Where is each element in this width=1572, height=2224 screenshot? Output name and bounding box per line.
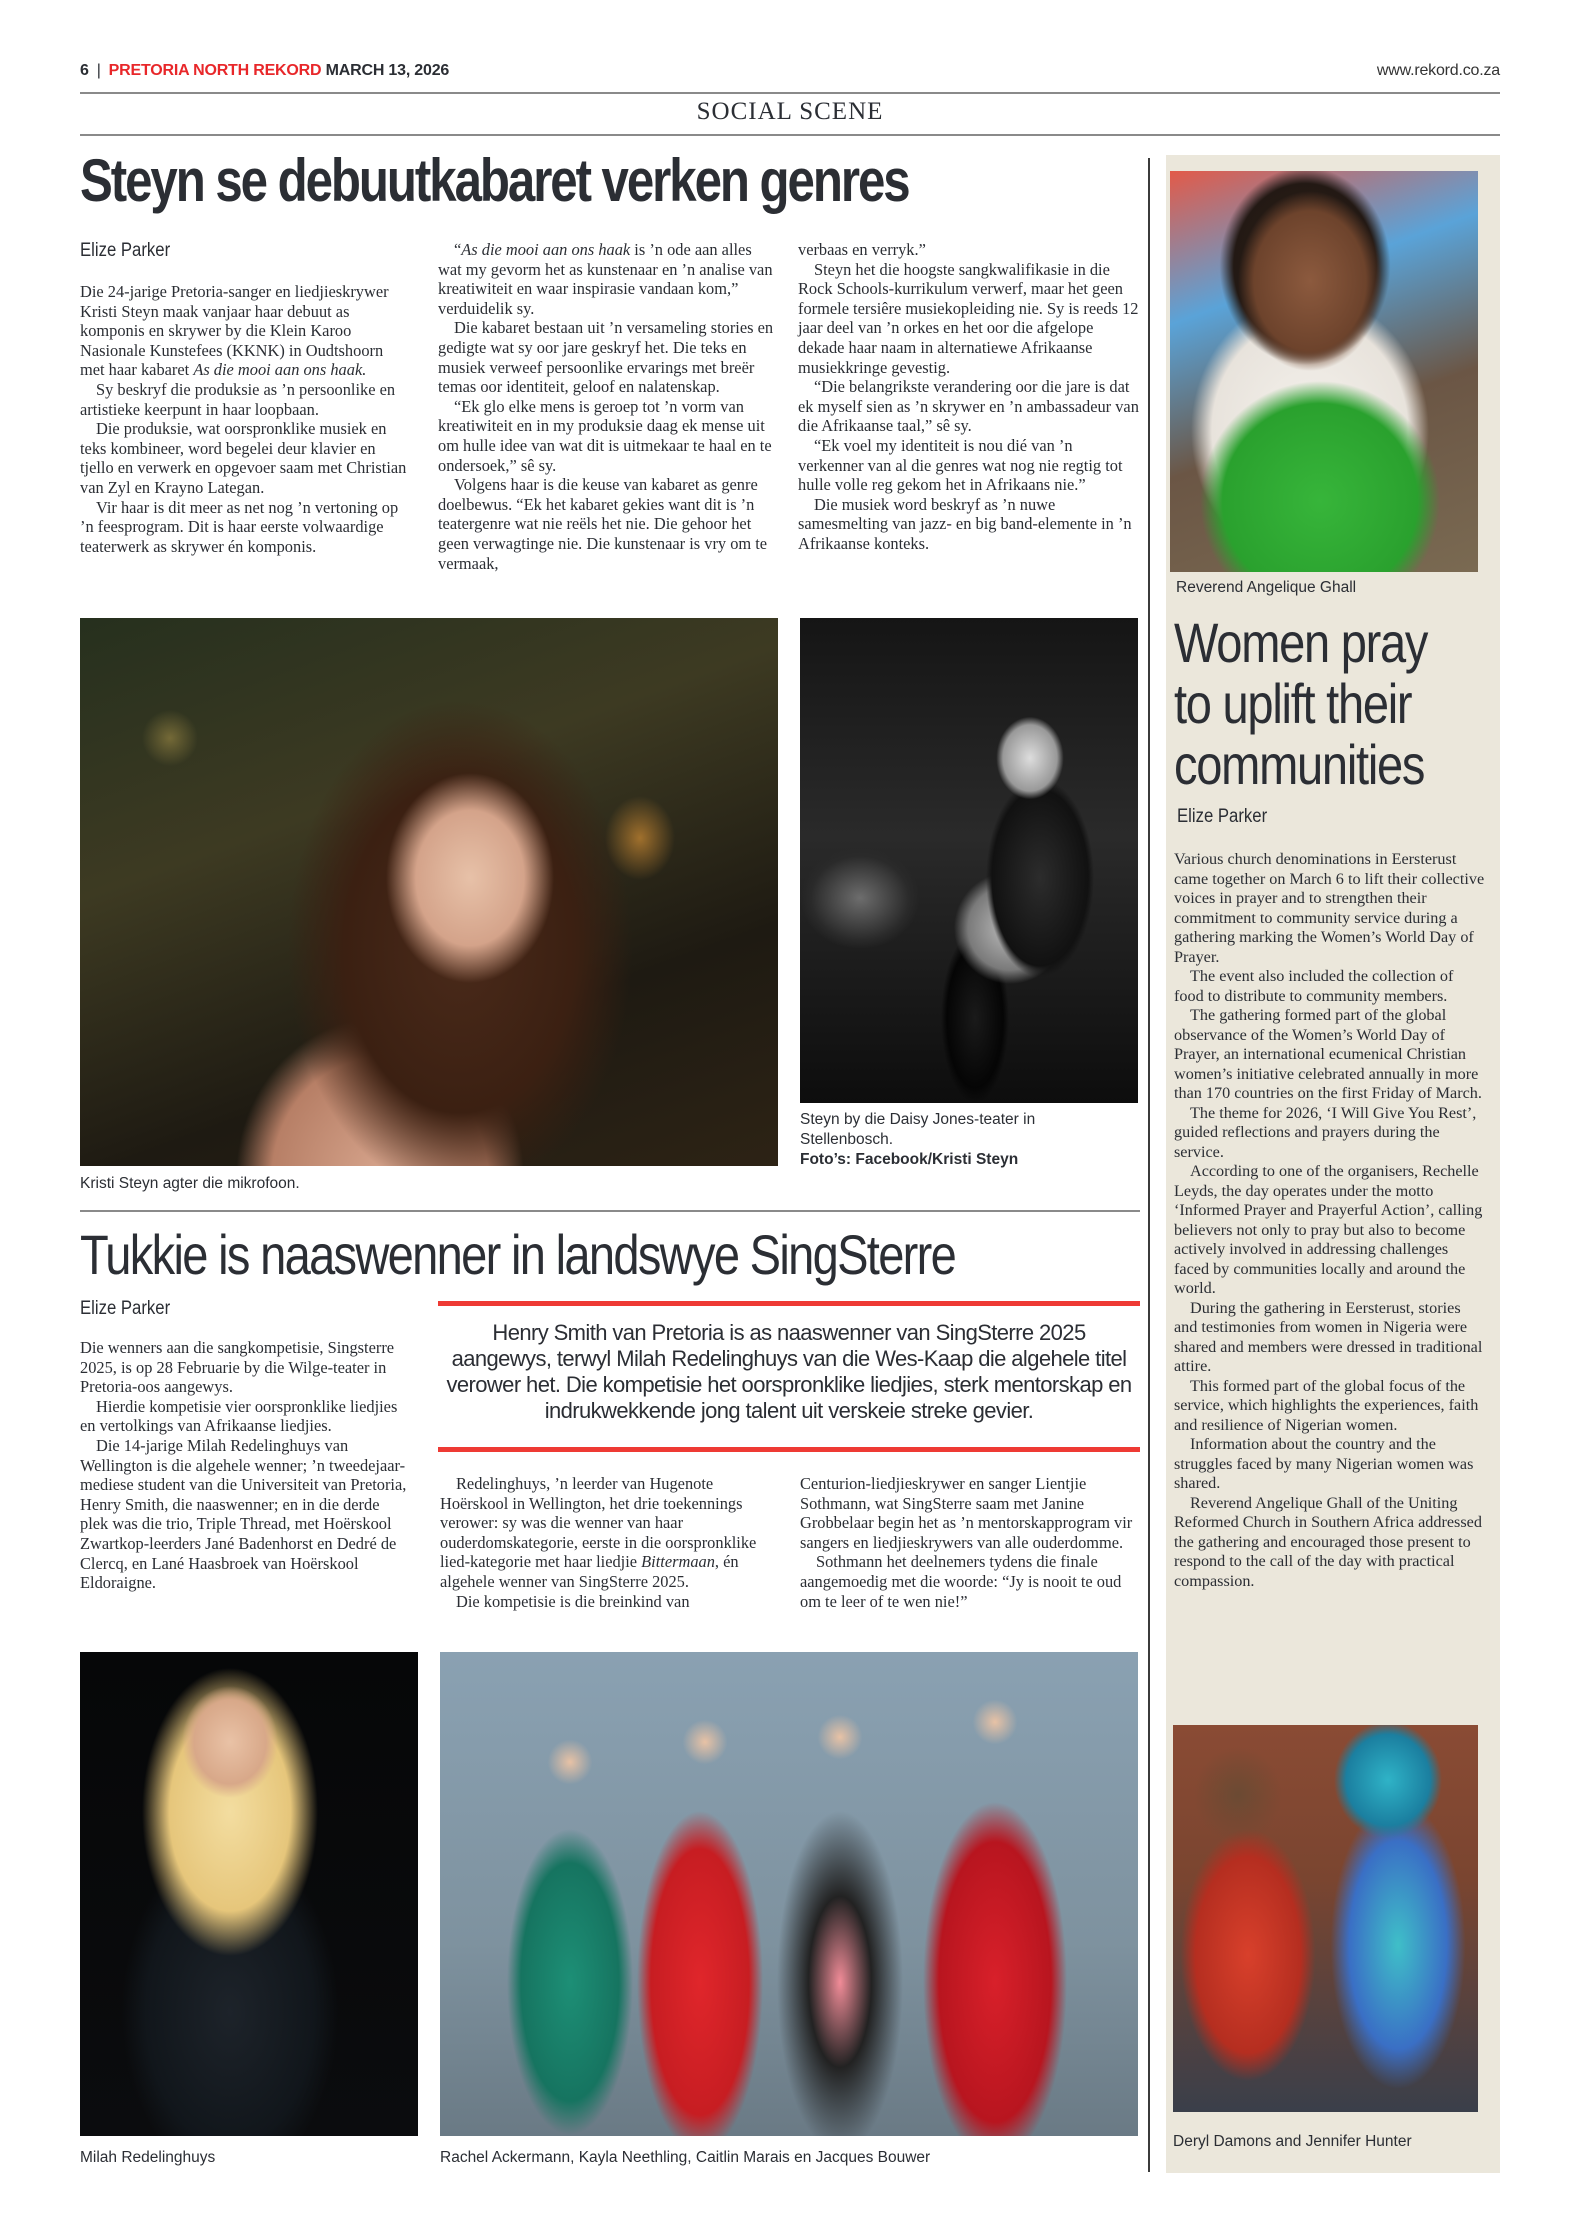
sidebar-byline: Elize Parker (1177, 806, 1268, 827)
photo-caption: Milah Redelinghuys (80, 2149, 216, 2166)
article-paragraph: This formed part of the global focus of the service, which highlights the experiences, faith and resilience of Nigerian women. (1174, 1376, 1479, 1434)
article-paragraph: Volgens haar is die keuse van kabaret as genre doelbewus. “Ek het kabaret gekies want dit is ’n teatergenre wat nie reëls het nie. Die gehoor het geen verwagtinge nie. Die kunstenaar is vry om te vermaak, (438, 475, 768, 573)
photo-credit: Foto’s: Facebook/Kristi Steyn (800, 1151, 1019, 1168)
article-1-column-3 (798, 240, 1142, 554)
article-paragraph: Reverend Angelique Ghall of the Uniting Reformed Church in Southern Africa addressed the gathering and encouraged those present to respond to the call of the day with practical compassion. (1174, 1493, 1482, 1590)
show-title: As die mooi aan ons haak (193, 360, 363, 380)
article-1-column-1 (80, 282, 410, 556)
article-paragraph: The event also included the collection of food to distribute to community members. (1174, 967, 1454, 1005)
column-divider (1148, 158, 1150, 2172)
article-paragraph: Various church denominations in Eersterust came together on March 6 to lift their collective voices in prayer and to strengthen their commitment to community service during a gathering marking the Women’s World Day of Prayer. (1174, 850, 1485, 966)
section-rule (80, 134, 1500, 136)
photo-caption: Rachel Ackermann, Kayla Neethling, Caitlin Marais en Jacques Bouwer (440, 2149, 931, 2166)
photo-kristi-steyn-microphone (80, 618, 778, 1166)
issue-date: MARCH 13, 2026 (325, 62, 450, 79)
article-2-column-3 (800, 1474, 1144, 1611)
article-paragraph: Die kompetisie is die breinkind van (456, 1591, 690, 1611)
pullquote: Henry Smith van Pretoria is as naaswenner van SingSterre 2025 aangewys, terwyl Milah Redelinghuys van die Wes-Kaap die algehele titel verower het. Die kompetisie het oorspronklike liedjies, sterk mentorskap en indrukwekkende jong talent uit verskeie streke gevier. (446, 1320, 1132, 1423)
article-paragraph: “Die belangrikste verandering oor die jare is dat ek myself sien as ’n skrywer en ’n ambassadeur van die Afrikaanse taal,” sê sy. (798, 377, 1139, 436)
masthead-rule (80, 92, 1500, 94)
article-paragraph: Hierdie kompetisie vier oorspronklike liedjies en vertolkings van Afrikaanse liedjies. (80, 1396, 398, 1436)
photo-singsterre-group (440, 1652, 1138, 2136)
photo-caption: Deryl Damons and Jennifer Hunter (1173, 2133, 1412, 2150)
folio (80, 62, 449, 80)
article-paragraph: During the gathering in Eersterust, stories and testimonies from women in Nigeria were shared and members were dressed in traditional attire. (1174, 1298, 1483, 1375)
article-paragraph: Redelinghuys, ’n leerder van Hugenote Hoërskool in Wellington, het drie toekennings verower: sy was die wenner van haar ouderdomskategorie, eerste in die oorspronklike lied-kategorie met haar liedjie Bittermaan, én algehele wenner van SingSterre 2025. (440, 1474, 757, 1591)
article-paragraph: Die produksie, wat oorspronklike musiek en teks kombineer, word begelei deur klavier en tjello en verwerk en opgevoer saam met Christian van Zyl en Krayno Lategan. (80, 419, 407, 497)
article-paragraph: The gathering formed part of the global observance of the Women’s World Day of Prayer, an international ecumenical Christian women’s initiative celebrated annually in more than 170 countries on the first Friday of March. (1174, 1006, 1482, 1102)
article-paragraph: The theme for 2026, ‘I Will Give You Rest’, guided reflections and prayers during the service. (1174, 1103, 1477, 1161)
publication-name: PRETORIA NORTH REKORD (108, 62, 322, 79)
article-paragraph: “Ek glo elke mens is geroep tot ’n vorm van kreatiwiteit en in my produksie daag ek mense uit om hulle idee van wat dit is uitmekaar te haal en te ondersoek,” sê sy. (438, 396, 772, 475)
pullquote-rule-bottom (438, 1447, 1140, 1452)
article-2-column-1 (80, 1338, 410, 1593)
sidebar-headline: Women pray to uplift their communities (1174, 611, 1428, 796)
article-paragraph: Sothmann het deelnemers tydens die finale aangemoedig met die woorde: “Jy is nooit te oud om te leer of te wen nie!” (800, 1552, 1122, 1611)
page-number: 6 (80, 62, 89, 79)
photo-caption: Reverend Angelique Ghall (1176, 579, 1357, 596)
photo-milah-redelinghuys (80, 1652, 418, 2136)
article-paragraph: Die 24-jarige Pretoria-sanger en liedjieskrywer Kristi Steyn maak vanjaar haar debuut as komponis en skrywer by die Klein Karoo Nasionale Kunstefees (KKNK) in Oudtshoorn met haar kabaret As die mooi aan ons haak. (80, 282, 389, 380)
article-1-byline: Elize Parker (80, 240, 171, 261)
article-paragraph: Information about the country and the struggles faced by many Nigerian women was shared. (1174, 1435, 1474, 1492)
article-paragraph: Die kabaret bestaan uit ’n versameling stories en gedigte wat sy oor jare geskryf het. Die teks en musiek verweef persoonlike ervarings met breër temas oor identiteit, geloof en nalatenskap. (438, 318, 774, 397)
photo-reverend-angelique-ghall (1170, 171, 1478, 572)
photo-caption: Kristi Steyn agter die mikrofoon. (80, 1175, 300, 1192)
photo-deryl-damons-jennifer-hunter (1173, 1725, 1478, 2112)
article-divider (80, 1210, 1140, 1212)
folio-separator: | (96, 62, 101, 79)
article-2-column-2 (440, 1474, 780, 1611)
section-label: SOCIAL SCENE (696, 98, 884, 125)
article-paragraph: Die 14-jarige Milah Redelinghuys van Wellington is die algehele wenner; ’n tweedejaar-mediese student van die Universiteit van Pretoria, Henry Smith, die naaswenner; en in die derde plek was die trio, Triple Thread, met Hoërskool Zwartkop-leerders Jané Badenhorst en Dedré de Clercq, en Lané Haasbroek van Hoërskool Eldoraigne. (80, 1435, 407, 1593)
show-title: As die mooi aan ons haak (461, 240, 631, 259)
article-paragraph: verbaas en verryk.” (798, 240, 926, 259)
article-2-headline: Tukkie is naaswenner in landswye SingSterre (80, 1223, 956, 1286)
article-paragraph: Die wenners aan die sangkompetisie, Singsterre 2025, is op 28 Februarie by die Wilge-teater in Pretoria-oos aangewys. (80, 1338, 395, 1397)
photo-daisy-jones-theatre (800, 618, 1138, 1103)
article-paragraph: Centurion-liedjieskrywer en sanger Lientjie Sothmann, wat SingSterre saam met Janine Grobbelaar begin het as ’n mentorskapprogram vir sangers en liedjieskrywers van alle ouderdomme. (800, 1474, 1133, 1552)
article-paragraph: “As die mooi aan ons haak is ’n ode aan alles wat my gevorm het as kunstenaar en ’n analise van kreatiwiteit en waar inspirasie vandaan kom,” verduidelik sy. (438, 240, 773, 318)
article-2-byline: Elize Parker (80, 1298, 171, 1319)
article-1-column-2 (438, 240, 774, 573)
article-paragraph: Steyn het die hoogste sangkwalifikasie in die Rock Schools-kurrikulum verwerf, maar het geen formele tersiêre musiekopleiding nie. Sy is reeds 12 jaar deel van ’n orkes en het oor die afgelope dekade haar naam in alternatiewe Afrikaanse musiekkringe gevestig. (798, 259, 1139, 377)
article-1-headline: Steyn se debuutkabaret verken genres (80, 147, 909, 214)
article-paragraph: Sy beskryf die produksie as ’n persoonlike en artistieke keerpunt in haar loopbaan. (80, 379, 396, 419)
article-paragraph: Vir haar is dit meer as net nog ’n vertoning op ’n feesprogram. Dit is haar eerste volwaardige teaterwerk as skrywer én komponis. (80, 497, 399, 556)
photo-caption: Steyn by die Daisy Jones-teater in Stellenbosch. Foto’s: Facebook/Kristi Steyn (800, 1111, 1036, 1168)
article-paragraph: “Ek voel my identiteit is nou dié van ’n verkenner van al die genres wat nog nie regtig tot hulle volle reg gekom het in Afrikaans nie.” (798, 435, 1123, 495)
article-paragraph: Die musiek word beskryf as ’n nuwe samesmelting van jazz- en big band-elemente in ’n Afrikaanse konteks. (798, 494, 1132, 553)
pullquote-rule-top (438, 1301, 1140, 1306)
sidebar-body (1174, 850, 1486, 1591)
article-paragraph: According to one of the organisers, Rechelle Leyds, the day operates under the motto ‘Informed Prayer and Prayerful Action’, calling believers not only to pray but also to become actively involved in addressing challenges faced by communities locally and around the world. (1174, 1162, 1483, 1297)
song-title: Bittermaan (641, 1552, 715, 1572)
masthead (80, 62, 1500, 90)
website-link[interactable]: www.rekord.co.za (1376, 62, 1500, 79)
